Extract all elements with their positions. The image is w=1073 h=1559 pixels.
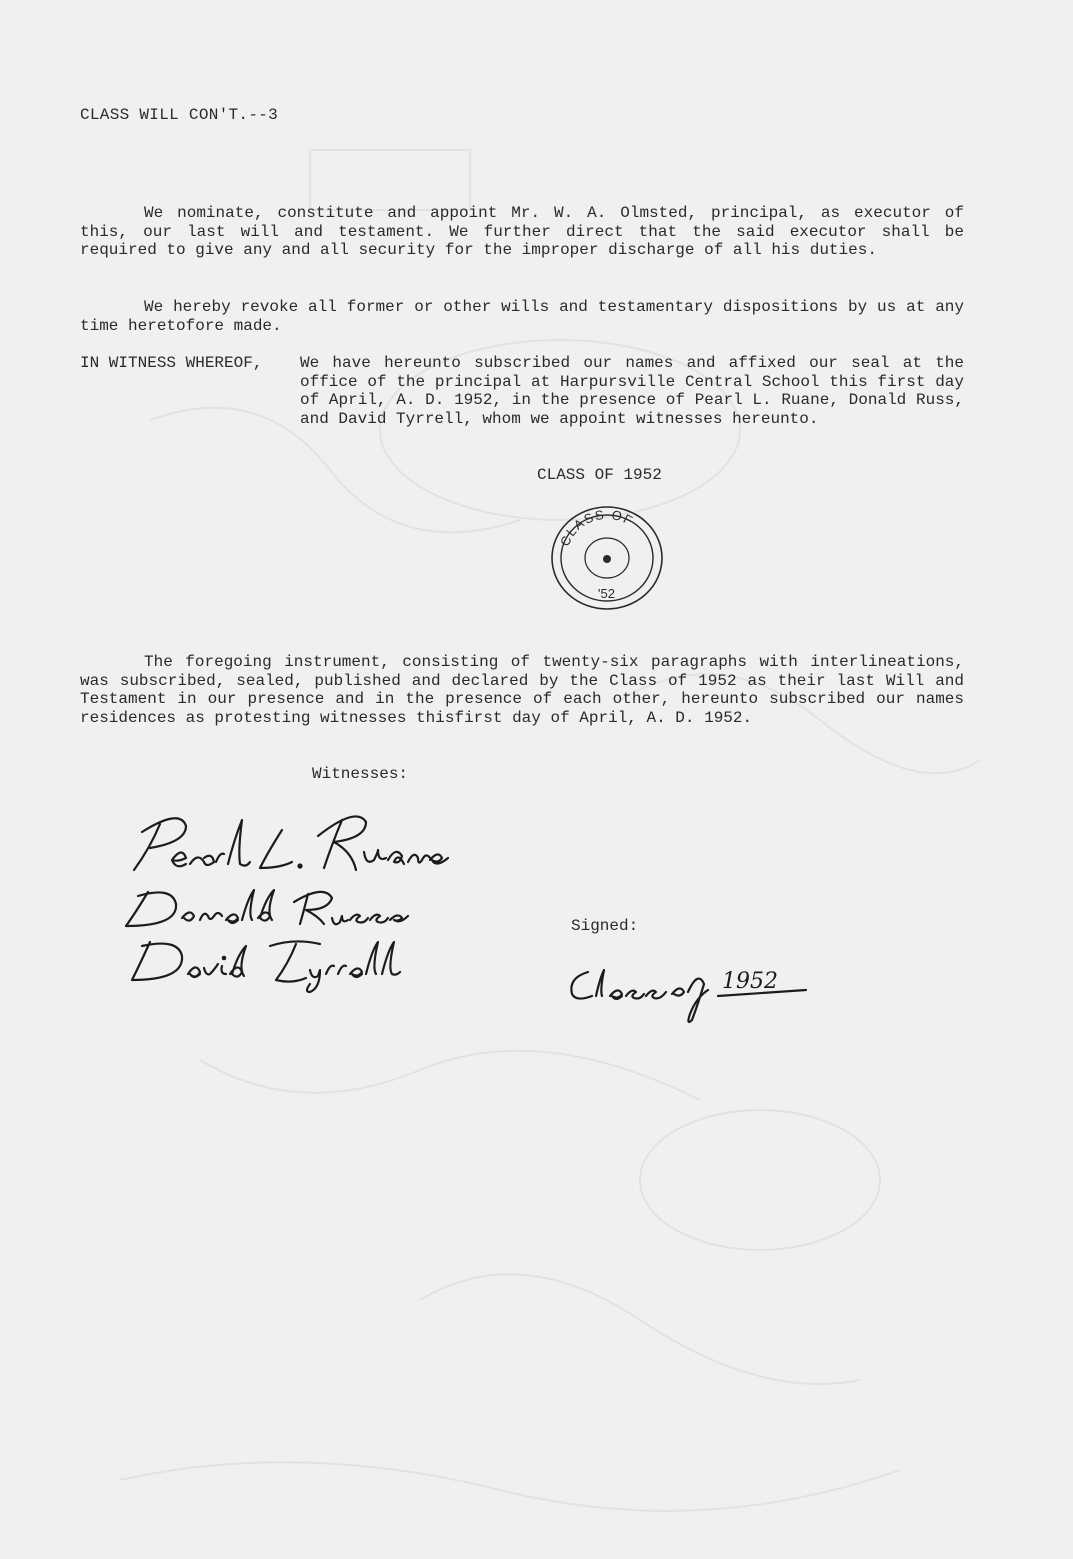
page-header: CLASS WILL CON'T.--3 [80,106,279,124]
seal-drawing [547,503,667,613]
signature-pearl-ruane [120,808,450,880]
signature-class-of-1952 [564,958,814,1028]
signed-label: Signed: [571,917,639,935]
svg-text:'52: '52 [598,586,615,601]
witnesses-label: Witnesses: [312,765,409,783]
svg-text:CLASS OF: CLASS OF [556,506,637,549]
signature-david-tyrrell [120,930,410,994]
witness-whereof-lead: IN WITNESS WHEREOF, [80,354,263,372]
witness-whereof-body: We have hereunto subscribed our names and affixed our seal at the office of the principal at Harpursville Central School this first day of April, A. D. 1952, in the presence of Pearl L. Ruane, Donald Russ, and David Tyrrell, whom we appoint witnesses hereunto. [300,354,964,428]
svg-text:1952: 1952 [722,969,778,994]
revocation-paragraph: We hereby revoke all former or other wills and testamentary dispositions by us at any time heretofore made. [80,298,964,335]
foregoing-paragraph: The foregoing instrument, consisting of twenty-six paragraphs with interlineations, was subscribed, sealed, published and declared by the Class of 1952 as their last Will and Testament in our presence and in the presence of each other, hereunto subscribed our names residences as protesting witnesses thisfirst day of April, A. D. 1952. [80,653,964,727]
class-seal [547,503,667,613]
class-of-caption: CLASS OF 1952 [537,466,662,484]
executor-paragraph: We nominate, constitute and appoint Mr. W. A. Olmsted, principal, as executor of this, our last will and testament. We further direct that the said executor shall be required to give any and all security for the improper discharge of all his duties. [80,204,964,260]
